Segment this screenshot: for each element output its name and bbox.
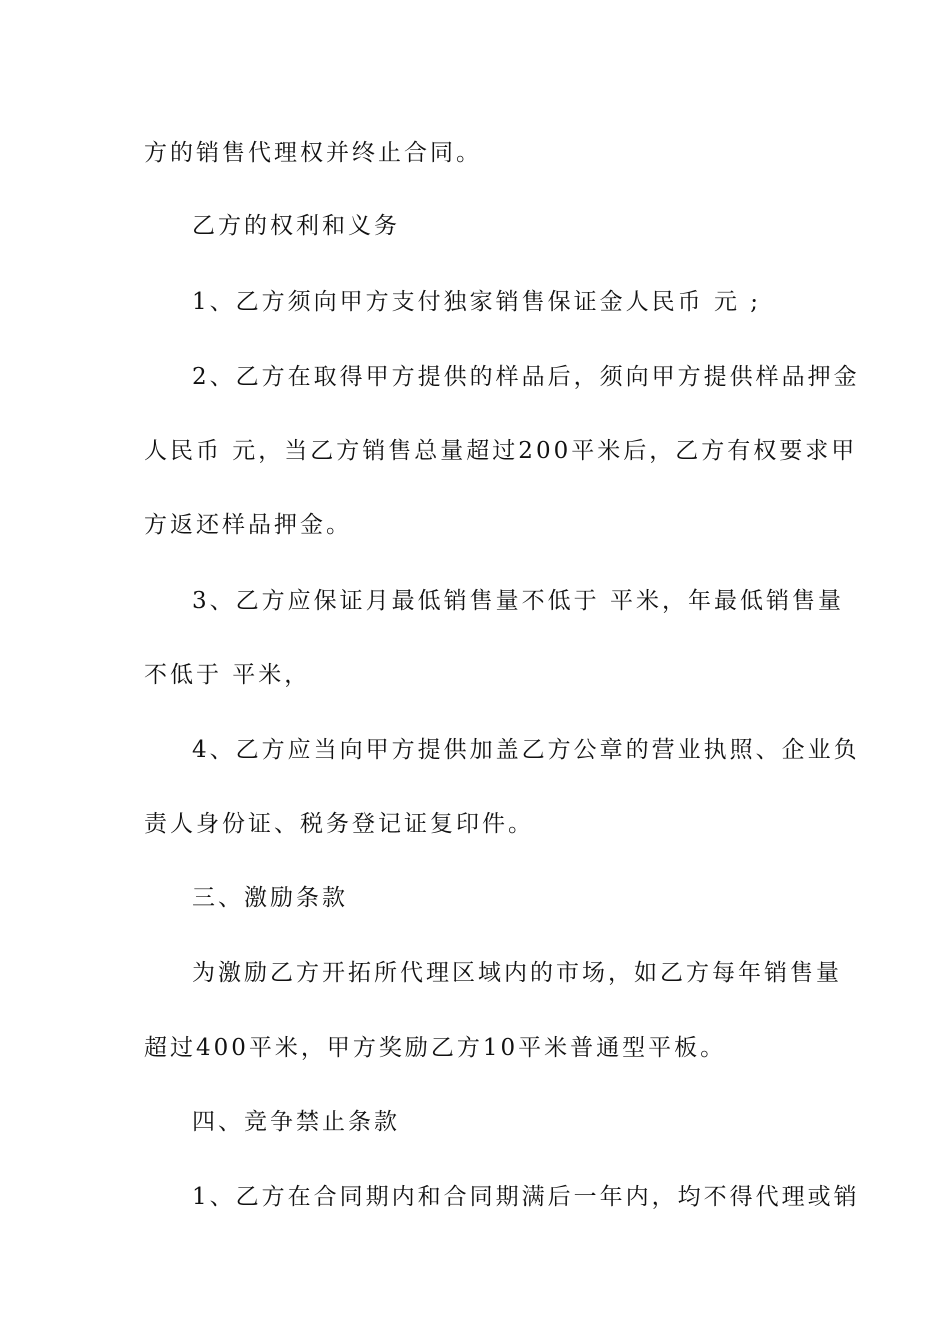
paragraph-line: 方返还样品押金。: [144, 512, 352, 538]
paragraph-line: 责人身份证、税务登记证复印件。: [144, 811, 534, 837]
section-heading: 乙方的权利和义务: [192, 213, 400, 239]
paragraph-line: 1、乙方在合同期内和合同期满后一年内，均不得代理或销: [192, 1184, 860, 1210]
paragraph-line: 2、乙方在取得甲方提供的样品后，须向甲方提供样品押金: [192, 364, 860, 390]
paragraph-line: 4、乙方应当向甲方提供加盖乙方公章的营业执照、企业负: [192, 737, 860, 763]
paragraph-line: 1、乙方须向甲方支付独家销售保证金人民币 元 ;: [192, 289, 762, 315]
paragraph-line: 3、乙方应保证月最低销售量不低于 平米，年最低销售量: [192, 588, 844, 614]
section-heading: 三、激励条款: [192, 885, 348, 911]
paragraph-line: 人民币 元，当乙方销售总量超过200平米后，乙方有权要求甲: [144, 438, 858, 464]
paragraph-line: 为激励乙方开拓所代理区域内的市场，如乙方每年销售量: [192, 960, 842, 986]
paragraph-line: 方的销售代理权并终止合同。: [144, 140, 482, 166]
paragraph-line: 超过400平米，甲方奖励乙方10平米普通型平板。: [144, 1035, 727, 1061]
paragraph-line: 不低于 平米，: [144, 662, 311, 688]
section-heading: 四、竞争禁止条款: [192, 1109, 400, 1135]
